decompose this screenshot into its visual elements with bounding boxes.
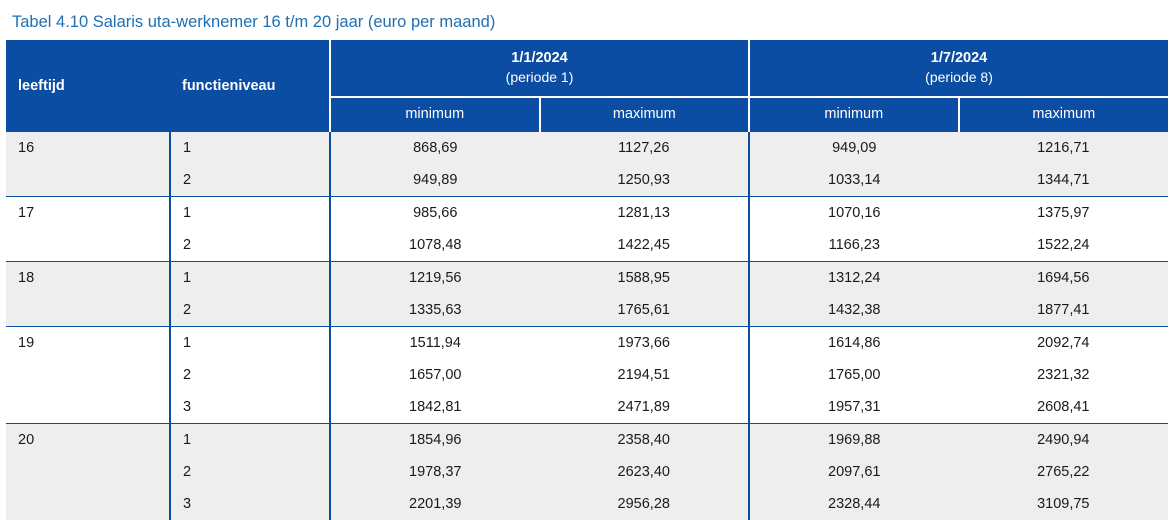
cell-age: 20 — [6, 424, 170, 457]
cell-p8-maximum: 2321,32 — [959, 359, 1169, 391]
cell-p1-maximum: 1250,93 — [540, 164, 750, 197]
table-row — [6, 456, 1168, 488]
cell-p8-minimum: 1432,38 — [749, 294, 959, 327]
cell-p1-minimum: 985,66 — [330, 197, 540, 230]
cell-p1-maximum: 1281,13 — [540, 197, 750, 230]
cell-p8-maximum: 2092,74 — [959, 327, 1169, 360]
cell-age — [6, 456, 170, 488]
table-row — [6, 262, 1168, 295]
cell-age — [6, 164, 170, 197]
cell-p1-minimum: 1219,56 — [330, 262, 540, 295]
cell-p8-minimum: 1614,86 — [749, 327, 959, 360]
cell-p1-minimum: 1978,37 — [330, 456, 540, 488]
cell-level: 2 — [170, 294, 330, 327]
cell-p1-minimum: 1854,96 — [330, 424, 540, 457]
cell-p8-maximum: 3109,75 — [959, 488, 1169, 520]
cell-level: 1 — [170, 327, 330, 360]
column-group-header-period-1 — [330, 40, 749, 97]
cell-age: 17 — [6, 197, 170, 230]
cell-level: 1 — [170, 132, 330, 165]
cell-p8-minimum: 1070,16 — [749, 197, 959, 230]
cell-p1-minimum: 2201,39 — [330, 488, 540, 520]
table-row — [6, 229, 1168, 262]
cell-p1-minimum: 1657,00 — [330, 359, 540, 391]
cell-p1-maximum: 2194,51 — [540, 359, 750, 391]
column-header-p8-maximum: maximum — [959, 97, 1169, 132]
cell-p8-minimum: 949,09 — [749, 132, 959, 165]
cell-level: 1 — [170, 197, 330, 230]
cell-level: 2 — [170, 164, 330, 197]
cell-p8-maximum: 1694,56 — [959, 262, 1169, 295]
cell-p8-maximum: 2608,41 — [959, 391, 1169, 424]
cell-age — [6, 359, 170, 391]
table-row — [6, 359, 1168, 391]
cell-level: 3 — [170, 391, 330, 424]
table-body — [6, 132, 1168, 520]
table-head — [6, 40, 1168, 132]
cell-p1-minimum: 868,69 — [330, 132, 540, 165]
cell-level: 3 — [170, 488, 330, 520]
table-row — [6, 197, 1168, 230]
cell-age: 16 — [6, 132, 170, 165]
cell-p1-minimum: 949,89 — [330, 164, 540, 197]
cell-age: 19 — [6, 327, 170, 360]
header-row-primary — [6, 40, 1168, 97]
cell-p1-minimum: 1078,48 — [330, 229, 540, 262]
table-caption: Tabel 4.10 Salaris uta-werknemer 16 t/m 20 jaar (euro per maand) — [6, 8, 1168, 40]
cell-p1-maximum: 2358,40 — [540, 424, 750, 457]
cell-level: 1 — [170, 424, 330, 457]
column-header-p1-maximum: maximum — [540, 97, 750, 132]
cell-p8-minimum: 1312,24 — [749, 262, 959, 295]
table-row — [6, 164, 1168, 197]
cell-p8-maximum: 1216,71 — [959, 132, 1169, 165]
table-row — [6, 294, 1168, 327]
table-row — [6, 132, 1168, 165]
cell-p1-maximum: 1973,66 — [540, 327, 750, 360]
cell-p1-minimum: 1335,63 — [330, 294, 540, 327]
cell-p8-maximum: 2490,94 — [959, 424, 1169, 457]
cell-level: 2 — [170, 456, 330, 488]
column-header-level: functieniveau — [170, 40, 330, 132]
cell-age — [6, 229, 170, 262]
cell-level: 1 — [170, 262, 330, 295]
cell-p1-maximum: 1588,95 — [540, 262, 750, 295]
cell-age — [6, 294, 170, 327]
cell-p8-minimum: 2328,44 — [749, 488, 959, 520]
cell-p8-minimum: 1033,14 — [749, 164, 959, 197]
cell-level: 2 — [170, 229, 330, 262]
group-1-date: 1/1/2024 — [511, 50, 567, 66]
table-row — [6, 327, 1168, 360]
cell-p1-maximum: 1765,61 — [540, 294, 750, 327]
group-2-period: (periode 8) — [925, 69, 993, 85]
cell-p8-minimum: 1166,23 — [749, 229, 959, 262]
cell-p8-minimum: 1969,88 — [749, 424, 959, 457]
group-1-period: (periode 1) — [506, 69, 574, 85]
cell-p1-maximum: 2956,28 — [540, 488, 750, 520]
cell-age: 18 — [6, 262, 170, 295]
cell-p1-maximum: 1127,26 — [540, 132, 750, 165]
column-header-p1-minimum: minimum — [330, 97, 540, 132]
cell-p8-maximum: 1375,97 — [959, 197, 1169, 230]
cell-p1-maximum: 2471,89 — [540, 391, 750, 424]
group-2-date: 1/7/2024 — [931, 50, 987, 66]
cell-p1-maximum: 1422,45 — [540, 229, 750, 262]
column-group-header-period-8 — [749, 40, 1168, 97]
table-row — [6, 488, 1168, 520]
cell-level: 2 — [170, 359, 330, 391]
table-row — [6, 424, 1168, 457]
table-row — [6, 391, 1168, 424]
salary-table — [6, 40, 1168, 520]
cell-p8-maximum: 1344,71 — [959, 164, 1169, 197]
cell-p1-maximum: 2623,40 — [540, 456, 750, 488]
cell-p1-minimum: 1842,81 — [330, 391, 540, 424]
cell-p8-maximum: 2765,22 — [959, 456, 1169, 488]
cell-p8-minimum: 1765,00 — [749, 359, 959, 391]
cell-age — [6, 391, 170, 424]
cell-p8-maximum: 1877,41 — [959, 294, 1169, 327]
cell-p8-maximum: 1522,24 — [959, 229, 1169, 262]
cell-p1-minimum: 1511,94 — [330, 327, 540, 360]
cell-age — [6, 488, 170, 520]
cell-p8-minimum: 1957,31 — [749, 391, 959, 424]
column-header-p8-minimum: minimum — [749, 97, 959, 132]
column-header-age: leeftijd — [6, 40, 170, 132]
cell-p8-minimum: 2097,61 — [749, 456, 959, 488]
